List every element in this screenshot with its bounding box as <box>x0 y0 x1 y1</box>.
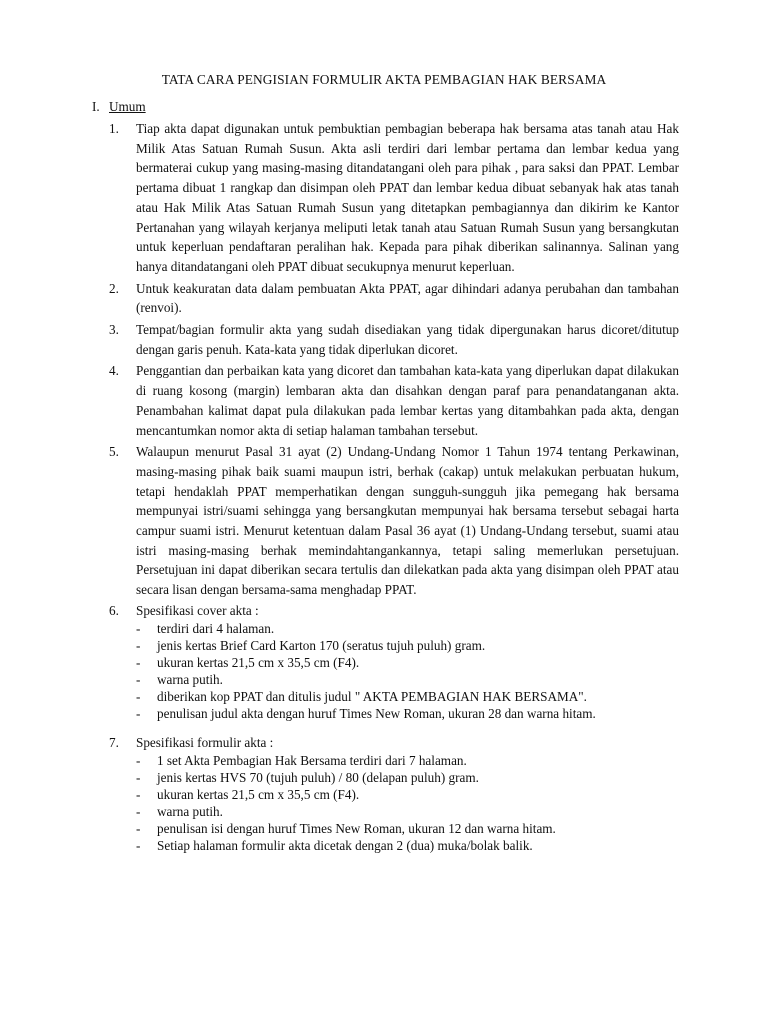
bullet-text: jenis kertas Brief Card Karton 170 (seratus tujuh puluh) gram. <box>157 637 486 653</box>
bullet-dash: - <box>136 688 141 704</box>
item-number: 7. <box>109 735 119 751</box>
bullet-text: terdiri dari 4 halaman. <box>157 620 275 636</box>
bullet-dash: - <box>136 671 141 687</box>
bullet-dash: - <box>136 752 141 768</box>
section-title: Umum <box>109 99 146 114</box>
bullet-dash: - <box>136 637 141 653</box>
bullet-dash: - <box>136 787 141 803</box>
bullet-item <box>109 637 679 654</box>
list-item-4 <box>109 361 679 440</box>
item-number: 2. <box>109 280 119 296</box>
bullet-item <box>109 688 679 705</box>
item-text: Penggantian dan perbaikan kata yang dicoret dan tambahan kata-kata yang diperlukan dapat dilakukan di ruang kosong (margin) lembaran akta dan disahkan dengan paraf para penandatanganan akta. Penambahan kalimat dapat pula dilakukan pada lembar kertas yang ditambahkan pada akta, dengan mencantumkan nomor akta di setiap halaman tambahan tersebut. <box>136 363 679 438</box>
bullet-dash: - <box>136 804 141 820</box>
bullet-item <box>109 620 679 637</box>
item-number: 3. <box>109 322 119 338</box>
list-item-7 <box>109 733 679 854</box>
bullet-item <box>109 705 679 722</box>
bullet-dash: - <box>136 620 141 636</box>
bullet-item <box>109 803 679 820</box>
bullet-text: ukuran kertas 21,5 cm x 35,5 cm (F4). <box>157 654 360 670</box>
bullet-dash: - <box>136 821 141 837</box>
item-text: Spesifikasi cover akta : <box>136 602 259 618</box>
item-number: 6. <box>109 602 119 618</box>
bullet-list <box>136 620 679 723</box>
item-text: Spesifikasi formulir akta : <box>136 735 274 751</box>
bullet-item <box>109 654 679 671</box>
bullet-text: penulisan isi dengan huruf Times New Roman, ukuran 12 dan warna hitam. <box>157 821 556 837</box>
bullet-item <box>109 671 679 688</box>
list-item-3 <box>109 320 679 359</box>
bullet-dash: - <box>136 838 141 854</box>
item-text: Untuk keakuratan data dalam pembuatan Akta PPAT, agar dihindari adanya perubahan dan tambahan (renvoi). <box>136 280 679 316</box>
bullet-list <box>136 752 679 855</box>
bullet-item <box>109 820 679 837</box>
bullet-item <box>109 786 679 803</box>
item-text: Tiap akta dapat digunakan untuk pembuktian pembagian beberapa hak bersama atas tanah atau Hak Milik Atas Satuan Rumah Susun. Akta asli terdiri dari lembar pertama dan lembar kedua yang bermaterai cukup yang masing-masing ditandatangani oleh para pihak , para saksi dan PPAT. Lembar pertama dibuat 1 rangkap dan disimpan oleh PPAT dan lembar kedua dibuat sebanyak hak atas tanah atau Hak Milik Atas Satuan Rumah Susun yang ditetapkan pembagiannya dan dikirim ke Kantor Pertanahan yang wilayah kerjanya meliputi letak tanah atau Satuan Rumah Susun yang bersangkutan untuk keperluan pendaftaran peralihan hak. Kepada para pihak diberikan salinannya. Salinan yang hanya ditandatangani oleh PPAT dibuat secukupnya menurut keperluan. <box>136 121 679 274</box>
item-text: Walaupun menurut Pasal 31 ayat (2) Undang-Undang Nomor 1 Tahun 1974 tentang Perkawinan, masing-masing pihak baik suami maupun istri, berhak (cakap) untuk melakukan perbuatan hukum, tetapi hendaklah PPAT memperhatikan dengan sungguh-sungguh jika pemegang hak bersama mempunyai istri/suami sehingga yang bersangkutan mempunyai hak bersama tersebut sebagai harta campur suami istri. Menurut ketentuan dalam Pasal 36 ayat (1) Undang-Undang tersebut, suami atau istri masing-masing berhak memindahtangankannya, tetapi saling memerlukan persetujuan. Persetujuan ini dapat diberikan secara tertulis dan dilekatkan pada akta yang disimpan oleh PPAT atau secara lisan dengan bersama-sama menghadap PPAT. <box>136 444 679 598</box>
bullet-dash: - <box>136 769 141 785</box>
item-number: 4. <box>109 363 119 379</box>
bullet-text: 1 set Akta Pembagian Hak Bersama terdiri dari 7 halaman. <box>157 752 467 768</box>
bullet-text: diberikan kop PPAT dan ditulis judul " AKTA PEMBAGIAN HAK BERSAMA". <box>157 688 587 704</box>
bullet-text: Setiap halaman formulir akta dicetak dengan 2 (dua) muka/bolak balik. <box>157 838 533 854</box>
bullet-item <box>109 752 679 769</box>
list-item-1 <box>109 119 679 277</box>
list-item-6 <box>109 601 679 722</box>
item-number: 5. <box>109 444 119 460</box>
bullet-text: warna putih. <box>157 671 223 687</box>
numbered-list <box>109 119 679 854</box>
bullet-dash: - <box>136 706 141 722</box>
bullet-text: jenis kertas HVS 70 (tujuh puluh) / 80 (delapan puluh) gram. <box>157 769 479 785</box>
item-number: 1. <box>109 121 119 136</box>
bullet-text: ukuran kertas 21,5 cm x 35,5 cm (F4). <box>157 787 360 803</box>
document-title: TATA CARA PENGISIAN FORMULIR AKTA PEMBAGIAN HAK BERSAMA <box>161 72 607 87</box>
section-number: I. <box>92 99 100 114</box>
bullet-dash: - <box>136 654 141 670</box>
list-item-5 <box>109 442 679 600</box>
item-text: Tempat/bagian formulir akta yang sudah disediakan yang tidak dipergunakan harus dicoret/ditutup dengan garis penuh. Kata-kata yang tidak diperlukan dicoret. <box>136 322 679 357</box>
list-item-2 <box>109 279 679 318</box>
bullet-text: penulisan judul akta dengan huruf Times New Roman, ukuran 28 dan warna hitam. <box>157 706 596 722</box>
bullet-text: warna putih. <box>157 804 223 820</box>
bullet-item <box>109 837 679 854</box>
bullet-item <box>109 769 679 786</box>
